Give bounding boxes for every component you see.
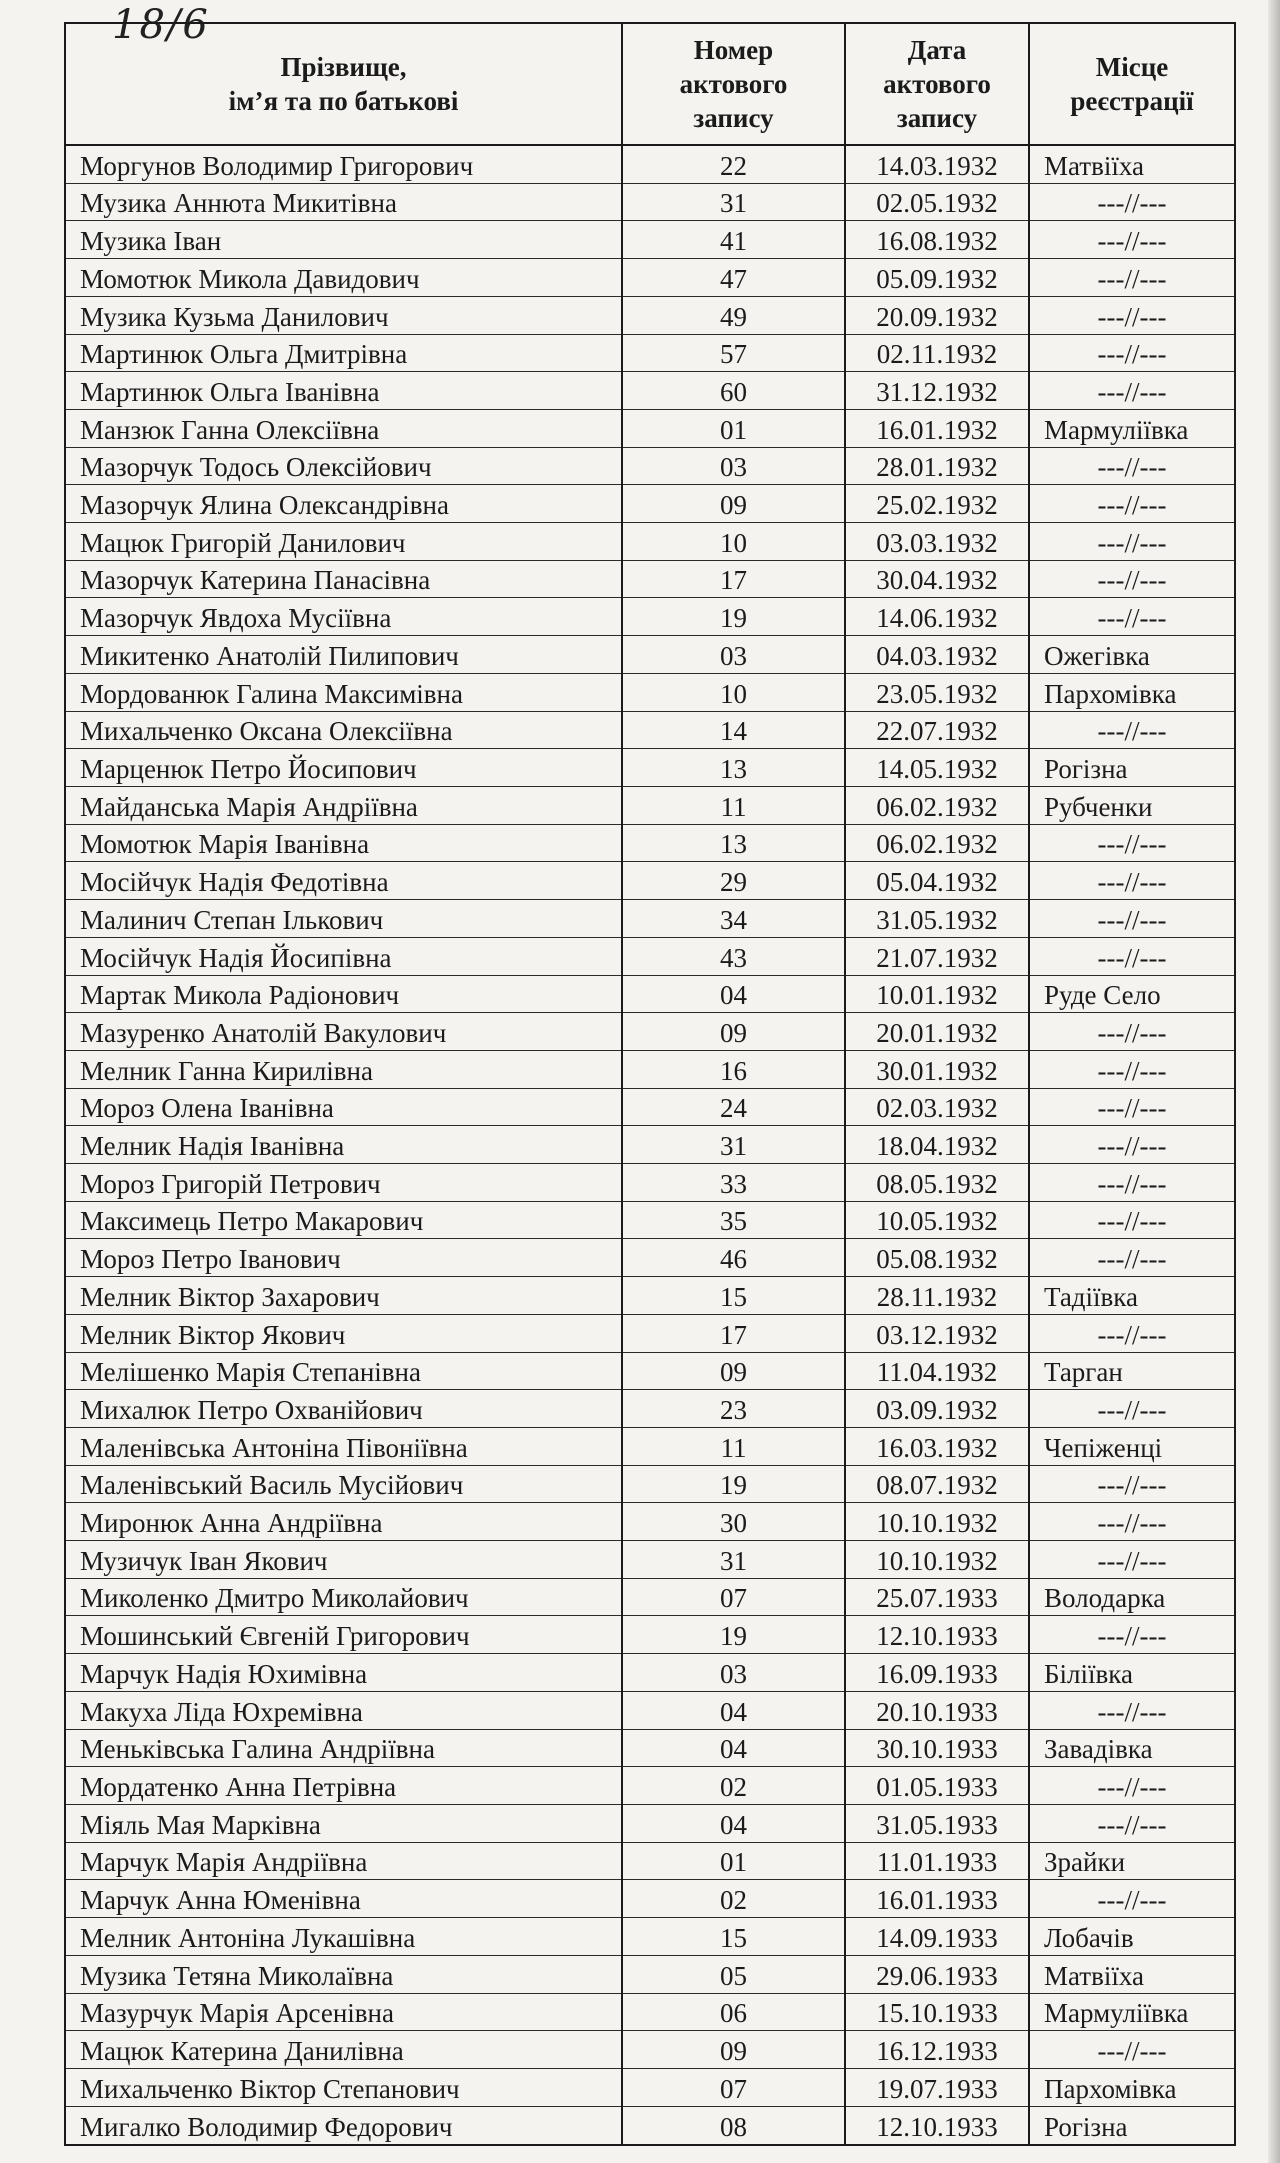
number-cell: 34 — [622, 900, 845, 938]
place-cell: ---//--- — [1029, 1088, 1235, 1126]
date-cell: 14.05.1932 — [845, 749, 1029, 787]
name-cell: Манзюк Ганна Олексіївна — [65, 409, 622, 447]
name-cell: Музика Тетяна Миколаївна — [65, 1955, 622, 1993]
date-cell: 20.01.1932 — [845, 1013, 1029, 1051]
table-row — [65, 296, 1235, 334]
name-cell: Марчук Надія Юхимівна — [65, 1654, 622, 1692]
date-cell: 06.02.1932 — [845, 824, 1029, 862]
table-row — [65, 1201, 1235, 1239]
date-cell: 16.08.1932 — [845, 221, 1029, 259]
date-cell: 03.12.1932 — [845, 1314, 1029, 1352]
date-cell: 28.11.1932 — [845, 1277, 1029, 1315]
place-cell: Пархомівка — [1029, 673, 1235, 711]
date-cell: 22.07.1932 — [845, 711, 1029, 749]
table-row — [65, 937, 1235, 975]
date-cell: 14.06.1932 — [845, 598, 1029, 636]
name-cell: Мелішенко Марія Степанівна — [65, 1352, 622, 1390]
date-cell: 02.11.1932 — [845, 334, 1029, 372]
number-cell: 11 — [622, 787, 845, 825]
number-cell: 07 — [622, 1578, 845, 1616]
number-cell: 23 — [622, 1390, 845, 1428]
date-cell: 29.06.1933 — [845, 1955, 1029, 1993]
number-cell: 01 — [622, 409, 845, 447]
table-row — [65, 1993, 1235, 2031]
date-cell: 16.09.1933 — [845, 1654, 1029, 1692]
place-cell: Біліївка — [1029, 1654, 1235, 1692]
date-cell: 16.12.1933 — [845, 2031, 1029, 2069]
table-row — [65, 1088, 1235, 1126]
name-cell: Мазорчук Тодось Олексійович — [65, 447, 622, 485]
table-row — [65, 1729, 1235, 1767]
number-cell: 14 — [622, 711, 845, 749]
number-cell: 35 — [622, 1201, 845, 1239]
date-cell: 23.05.1932 — [845, 673, 1029, 711]
number-cell: 02 — [622, 1880, 845, 1918]
date-cell: 12.10.1933 — [845, 1616, 1029, 1654]
name-cell: Міяль Мая Марківна — [65, 1804, 622, 1842]
name-cell: Момотюк Марія Іванівна — [65, 824, 622, 862]
date-cell: 28.01.1932 — [845, 447, 1029, 485]
number-cell: 15 — [622, 1918, 845, 1956]
date-cell: 05.09.1932 — [845, 259, 1029, 297]
table-row — [65, 598, 1235, 636]
name-cell: Меньківська Галина Андріївна — [65, 1729, 622, 1767]
header-date: Дата актового запису — [845, 23, 1029, 145]
name-cell: Мосійчук Надія Федотівна — [65, 862, 622, 900]
name-cell: Миронюк Анна Андріївна — [65, 1503, 622, 1541]
table-row — [65, 1164, 1235, 1202]
place-cell: ---//--- — [1029, 1013, 1235, 1051]
place-cell: ---//--- — [1029, 447, 1235, 485]
table-row — [65, 1013, 1235, 1051]
number-cell: 29 — [622, 862, 845, 900]
table-row — [65, 1804, 1235, 1842]
table-row — [65, 900, 1235, 938]
date-cell: 30.04.1932 — [845, 560, 1029, 598]
date-cell: 10.10.1932 — [845, 1541, 1029, 1579]
name-cell: Мазорчук Ялина Олександрівна — [65, 485, 622, 523]
number-cell: 60 — [622, 372, 845, 410]
date-cell: 02.05.1932 — [845, 183, 1029, 221]
table-row — [65, 485, 1235, 523]
number-cell: 03 — [622, 636, 845, 674]
name-cell: Мазуренко Анатолій Вакулович — [65, 1013, 622, 1051]
number-cell: 13 — [622, 824, 845, 862]
number-cell: 08 — [622, 2106, 845, 2145]
date-cell: 19.07.1933 — [845, 2068, 1029, 2106]
place-cell: Руде Село — [1029, 975, 1235, 1013]
number-cell: 19 — [622, 598, 845, 636]
date-cell: 10.01.1932 — [845, 975, 1029, 1013]
table-body — [65, 145, 1235, 2145]
table-row — [65, 1352, 1235, 1390]
date-cell: 11.01.1933 — [845, 1842, 1029, 1880]
place-cell: ---//--- — [1029, 1239, 1235, 1277]
table-row — [65, 1616, 1235, 1654]
place-cell: Матвіїха — [1029, 1955, 1235, 1993]
name-cell: Мацюк Григорій Данилович — [65, 523, 622, 561]
place-cell: ---//--- — [1029, 937, 1235, 975]
date-cell: 05.04.1932 — [845, 862, 1029, 900]
name-cell: Марценюк Петро Йосипович — [65, 749, 622, 787]
number-cell: 10 — [622, 523, 845, 561]
place-cell: ---//--- — [1029, 1164, 1235, 1202]
table-row — [65, 1691, 1235, 1729]
table-row — [65, 1239, 1235, 1277]
place-cell: ---//--- — [1029, 296, 1235, 334]
number-cell: 43 — [622, 937, 845, 975]
place-cell: ---//--- — [1029, 862, 1235, 900]
date-cell: 16.03.1932 — [845, 1427, 1029, 1465]
place-cell: ---//--- — [1029, 1804, 1235, 1842]
table-row — [65, 1427, 1235, 1465]
place-cell: ---//--- — [1029, 711, 1235, 749]
number-cell: 17 — [622, 1314, 845, 1352]
place-cell: ---//--- — [1029, 183, 1235, 221]
number-cell: 15 — [622, 1277, 845, 1315]
table-row — [65, 145, 1235, 183]
table-row — [65, 1842, 1235, 1880]
place-cell: ---//--- — [1029, 1767, 1235, 1805]
place-cell: Володарка — [1029, 1578, 1235, 1616]
date-cell: 12.10.1933 — [845, 2106, 1029, 2145]
table-row — [65, 447, 1235, 485]
page-edge-shadow — [1268, 0, 1280, 2163]
place-cell: ---//--- — [1029, 1126, 1235, 1164]
name-cell: Мороз Петро Іванович — [65, 1239, 622, 1277]
table-row — [65, 259, 1235, 297]
table-row — [65, 372, 1235, 410]
place-cell: ---//--- — [1029, 485, 1235, 523]
table-row — [65, 183, 1235, 221]
table-row — [65, 523, 1235, 561]
table-row — [65, 673, 1235, 711]
place-cell: ---//--- — [1029, 372, 1235, 410]
place-cell: ---//--- — [1029, 1541, 1235, 1579]
table-row — [65, 1767, 1235, 1805]
place-cell: ---//--- — [1029, 1616, 1235, 1654]
table-row — [65, 1955, 1235, 1993]
number-cell: 24 — [622, 1088, 845, 1126]
number-cell: 57 — [622, 334, 845, 372]
number-cell: 05 — [622, 1955, 845, 1993]
number-cell: 41 — [622, 221, 845, 259]
name-cell: Мелник Антоніна Лукашівна — [65, 1918, 622, 1956]
date-cell: 08.07.1932 — [845, 1465, 1029, 1503]
name-cell: Маленівська Антоніна Півоніївна — [65, 1427, 622, 1465]
number-cell: 09 — [622, 485, 845, 523]
table-row — [65, 824, 1235, 862]
number-cell: 47 — [622, 259, 845, 297]
date-cell: 03.03.1932 — [845, 523, 1029, 561]
name-cell: Максимець Петро Макарович — [65, 1201, 622, 1239]
table-row — [65, 221, 1235, 259]
number-cell: 22 — [622, 145, 845, 183]
number-cell: 10 — [622, 673, 845, 711]
number-cell: 33 — [622, 1164, 845, 1202]
name-cell: Мошинський Євгеній Григорович — [65, 1616, 622, 1654]
place-cell: Матвіїха — [1029, 145, 1235, 183]
name-cell: Мелник Ганна Кирилівна — [65, 1050, 622, 1088]
header-place: Місце реєстрації — [1029, 23, 1235, 145]
number-cell: 02 — [622, 1767, 845, 1805]
name-cell: Музичук Іван Якович — [65, 1541, 622, 1579]
number-cell: 31 — [622, 1126, 845, 1164]
table-row — [65, 560, 1235, 598]
name-cell: Мацюк Катерина Данилівна — [65, 2031, 622, 2069]
place-cell: Лобачів — [1029, 1918, 1235, 1956]
place-cell: Мармуліївка — [1029, 409, 1235, 447]
name-cell: Миколенко Дмитро Миколайович — [65, 1578, 622, 1616]
place-cell: ---//--- — [1029, 259, 1235, 297]
number-cell: 07 — [622, 2068, 845, 2106]
date-cell: 31.12.1932 — [845, 372, 1029, 410]
table-row — [65, 1654, 1235, 1692]
number-cell: 06 — [622, 1993, 845, 2031]
name-cell: Мартинюк Ольга Дмитрівна — [65, 334, 622, 372]
table-row — [65, 1314, 1235, 1352]
name-cell: Мороз Григорій Петрович — [65, 1164, 622, 1202]
place-cell: Рогізна — [1029, 2106, 1235, 2145]
number-cell: 11 — [622, 1427, 845, 1465]
name-cell: Мартинюк Ольга Іванівна — [65, 372, 622, 410]
place-cell: Тарган — [1029, 1352, 1235, 1390]
number-cell: 31 — [622, 183, 845, 221]
name-cell: Микитенко Анатолій Пилипович — [65, 636, 622, 674]
date-cell: 18.04.1932 — [845, 1126, 1029, 1164]
name-cell: Мордованюк Галина Максимівна — [65, 673, 622, 711]
place-cell: ---//--- — [1029, 1880, 1235, 1918]
table-row — [65, 787, 1235, 825]
place-cell: Зрайки — [1029, 1842, 1235, 1880]
date-cell: 25.02.1932 — [845, 485, 1029, 523]
number-cell: 49 — [622, 296, 845, 334]
date-cell: 16.01.1933 — [845, 1880, 1029, 1918]
date-cell: 31.05.1932 — [845, 900, 1029, 938]
name-cell: Макуха Ліда Юхремівна — [65, 1691, 622, 1729]
table-row — [65, 2106, 1235, 2145]
table-row — [65, 1578, 1235, 1616]
name-cell: Майданська Марія Андріївна — [65, 787, 622, 825]
number-cell: 19 — [622, 1465, 845, 1503]
number-cell: 01 — [622, 1842, 845, 1880]
number-cell: 03 — [622, 447, 845, 485]
number-cell: 09 — [622, 2031, 845, 2069]
place-cell: ---//--- — [1029, 1314, 1235, 1352]
place-cell: ---//--- — [1029, 1201, 1235, 1239]
number-cell: 19 — [622, 1616, 845, 1654]
date-cell: 03.09.1932 — [845, 1390, 1029, 1428]
place-cell: ---//--- — [1029, 560, 1235, 598]
place-cell: ---//--- — [1029, 598, 1235, 636]
table-row — [65, 711, 1235, 749]
number-cell: 04 — [622, 1691, 845, 1729]
header-name: Прізвище, ім’я та по батькові — [65, 23, 622, 145]
place-cell: ---//--- — [1029, 1465, 1235, 1503]
name-cell: Михальченко Оксана Олексіївна — [65, 711, 622, 749]
date-cell: 10.10.1932 — [845, 1503, 1029, 1541]
place-cell: ---//--- — [1029, 1503, 1235, 1541]
registry-table — [64, 22, 1236, 2146]
date-cell: 02.03.1932 — [845, 1088, 1029, 1126]
number-cell: 17 — [622, 560, 845, 598]
header-number: Номер актового запису — [622, 23, 845, 145]
date-cell: 11.04.1932 — [845, 1352, 1029, 1390]
place-cell: Тадіївка — [1029, 1277, 1235, 1315]
place-cell: ---//--- — [1029, 824, 1235, 862]
date-cell: 20.10.1933 — [845, 1691, 1029, 1729]
number-cell: 09 — [622, 1013, 845, 1051]
table-row — [65, 2068, 1235, 2106]
place-cell: ---//--- — [1029, 1691, 1235, 1729]
name-cell: Мороз Олена Іванівна — [65, 1088, 622, 1126]
number-cell: 46 — [622, 1239, 845, 1277]
header-row — [65, 23, 1235, 145]
table-row — [65, 1465, 1235, 1503]
table-row — [65, 749, 1235, 787]
table-row — [65, 2031, 1235, 2069]
name-cell: Момотюк Микола Давидович — [65, 259, 622, 297]
place-cell: Рогізна — [1029, 749, 1235, 787]
date-cell: 21.07.1932 — [845, 937, 1029, 975]
name-cell: Музика Кузьма Данилович — [65, 296, 622, 334]
table-row — [65, 1126, 1235, 1164]
number-cell: 04 — [622, 975, 845, 1013]
date-cell: 08.05.1932 — [845, 1164, 1029, 1202]
place-cell: ---//--- — [1029, 900, 1235, 938]
place-cell: Пархомівка — [1029, 2068, 1235, 2106]
date-cell: 31.05.1933 — [845, 1804, 1029, 1842]
date-cell: 25.07.1933 — [845, 1578, 1029, 1616]
table-row — [65, 1918, 1235, 1956]
table-row — [65, 1050, 1235, 1088]
name-cell: Михальченко Віктор Степанович — [65, 2068, 622, 2106]
name-cell: Мартак Микола Радіонович — [65, 975, 622, 1013]
number-cell: 16 — [622, 1050, 845, 1088]
table-row — [65, 975, 1235, 1013]
name-cell: Мазорчук Явдоха Мусіївна — [65, 598, 622, 636]
table-row — [65, 1541, 1235, 1579]
table-row — [65, 409, 1235, 447]
table-row — [65, 1503, 1235, 1541]
table-row — [65, 636, 1235, 674]
place-cell: ---//--- — [1029, 221, 1235, 259]
place-cell: ---//--- — [1029, 2031, 1235, 2069]
name-cell: Мазорчук Катерина Панасівна — [65, 560, 622, 598]
name-cell: Маленівський Василь Мусійович — [65, 1465, 622, 1503]
name-cell: Мигалко Володимир Федорович — [65, 2106, 622, 2145]
place-cell: Рубченки — [1029, 787, 1235, 825]
date-cell: 05.08.1932 — [845, 1239, 1029, 1277]
place-cell: Ожегівка — [1029, 636, 1235, 674]
name-cell: Марчук Анна Юменівна — [65, 1880, 622, 1918]
number-cell: 13 — [622, 749, 845, 787]
table-row — [65, 862, 1235, 900]
name-cell: Моргунов Володимир Григорович — [65, 145, 622, 183]
table-row — [65, 1390, 1235, 1428]
table-row — [65, 1277, 1235, 1315]
number-cell: 30 — [622, 1503, 845, 1541]
date-cell: 01.05.1933 — [845, 1767, 1029, 1805]
date-cell: 04.03.1932 — [845, 636, 1029, 674]
place-cell: ---//--- — [1029, 1050, 1235, 1088]
place-cell: ---//--- — [1029, 1390, 1235, 1428]
table-row — [65, 1880, 1235, 1918]
handwritten-annotation: 18/6 — [112, 2, 210, 48]
name-cell: Мелник Віктор Якович — [65, 1314, 622, 1352]
name-cell: Музика Іван — [65, 221, 622, 259]
name-cell: Малинич Степан Ількович — [65, 900, 622, 938]
place-cell: Чепіженці — [1029, 1427, 1235, 1465]
number-cell: 04 — [622, 1729, 845, 1767]
date-cell: 14.03.1932 — [845, 145, 1029, 183]
number-cell: 31 — [622, 1541, 845, 1579]
date-cell: 20.09.1932 — [845, 296, 1029, 334]
name-cell: Мосійчук Надія Йосипівна — [65, 937, 622, 975]
name-cell: Мелник Надія Іванівна — [65, 1126, 622, 1164]
date-cell: 30.01.1932 — [845, 1050, 1029, 1088]
place-cell: Мармуліївка — [1029, 1993, 1235, 2031]
number-cell: 09 — [622, 1352, 845, 1390]
date-cell: 14.09.1933 — [845, 1918, 1029, 1956]
name-cell: Мордатенко Анна Петрівна — [65, 1767, 622, 1805]
place-cell: Завадівка — [1029, 1729, 1235, 1767]
name-cell: Марчук Марія Андріївна — [65, 1842, 622, 1880]
name-cell: Михалюк Петро Охванійович — [65, 1390, 622, 1428]
place-cell: ---//--- — [1029, 523, 1235, 561]
date-cell: 10.05.1932 — [845, 1201, 1029, 1239]
date-cell: 30.10.1933 — [845, 1729, 1029, 1767]
name-cell: Мелник Віктор Захарович — [65, 1277, 622, 1315]
date-cell: 15.10.1933 — [845, 1993, 1029, 2031]
date-cell: 16.01.1932 — [845, 409, 1029, 447]
name-cell: Музика Аннюта Микитівна — [65, 183, 622, 221]
place-cell: ---//--- — [1029, 334, 1235, 372]
number-cell: 03 — [622, 1654, 845, 1692]
table-row — [65, 334, 1235, 372]
number-cell: 04 — [622, 1804, 845, 1842]
date-cell: 06.02.1932 — [845, 787, 1029, 825]
name-cell: Мазурчук Марія Арсенівна — [65, 1993, 622, 2031]
